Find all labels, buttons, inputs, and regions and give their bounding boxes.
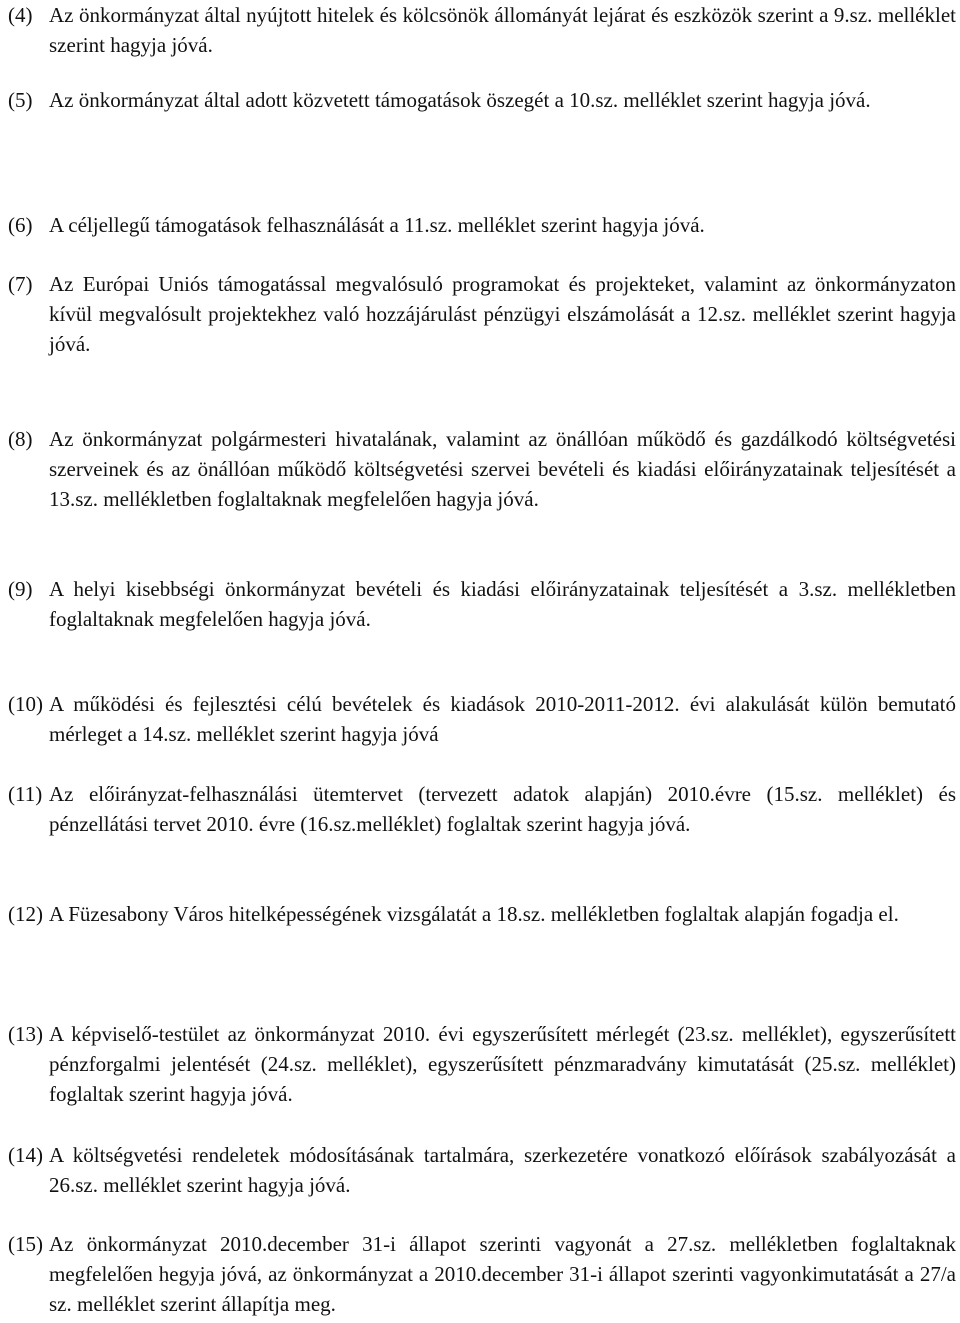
paragraph-text: Az önkormányzat 2010.december 31-i állapot szerinti vagyonát a 27.sz. mellékletben foglaltaknak megfelelően hegyja jóvá, az önkormányzat a 2010.december 31-i állapot szerinti vagyonkimutatását a 27/a sz. melléklet szerint állapítja meg. xyxy=(49,1232,956,1317)
paragraph-4 xyxy=(8,0,956,60)
paragraph-11 xyxy=(8,779,956,839)
paragraph-text: Az Európai Uniós támogatással megvalósuló programokat és projekteket, valamint az önkormányzaton kívül megvalósult projektekhez való hozzájárulást pénzügyi elszámolását a 12.sz. melléklet szerint hagyja jóvá. xyxy=(49,272,956,357)
paragraph-number: (6) xyxy=(8,213,33,237)
paragraph-9 xyxy=(8,574,956,634)
paragraph-14 xyxy=(8,1140,956,1200)
paragraph-12 xyxy=(8,899,956,929)
paragraph-number: (12) xyxy=(8,902,43,926)
paragraph-number: (13) xyxy=(8,1022,43,1046)
paragraph-6 xyxy=(8,210,956,240)
paragraph-15 xyxy=(8,1229,956,1320)
paragraph-text: A költségvetési rendeletek módosításának tartalmára, szerkezetére vonatkozó előírások szabályozását a 26.sz. melléklet szerint hagyja jóvá. xyxy=(49,1143,956,1198)
paragraph-text: A céljellegű támogatások felhasználását a 11.sz. melléklet szerint hagyja jóvá. xyxy=(49,213,705,237)
paragraph-number: (15) xyxy=(8,1232,43,1256)
paragraph-text: A Füzesabony Város hitelképességének vizsgálatát a 18.sz. mellékletben foglaltak alapján fogadja el. xyxy=(49,902,899,926)
paragraph-text: A helyi kisebbségi önkormányzat bevételi és kiadási előirányzatainak teljesítését a 3.sz. mellékletben foglaltaknak megfelelően hagyja jóvá. xyxy=(49,577,956,632)
paragraph-10 xyxy=(8,689,956,749)
paragraph-number: (7) xyxy=(8,272,33,296)
paragraph-text: Az előirányzat-felhasználási ütemtervet (tervezett adatok alapján) 2010.évre (15.sz. melléklet) és pénzellátási tervet 2010. évre (16.sz.melléklet) foglaltak szerint hagyja jóvá. xyxy=(49,782,956,837)
paragraph-text: Az önkormányzat polgármesteri hivatalának, valamint az önállóan működő és gazdálkodó költségvetési szerveinek és az önállóan működő költségvetési szervei bevételi és kiadási előirányzatainak teljesítését a 13.sz. mellékletben foglaltaknak megfelelően hagyja jóvá. xyxy=(49,427,956,512)
paragraph-number: (11) xyxy=(8,782,43,806)
paragraph-5 xyxy=(8,85,956,115)
paragraph-number: (8) xyxy=(8,427,33,451)
paragraph-13 xyxy=(8,1019,956,1110)
paragraph-text: A működési és fejlesztési célú bevételek és kiadások 2010-2011-2012. évi alakulását külön bemutató mérleget a 14.sz. melléklet szerint hagyja jóvá xyxy=(49,692,956,747)
paragraph-number: (5) xyxy=(8,88,33,112)
paragraph-number: (10) xyxy=(8,692,43,716)
paragraph-8 xyxy=(8,424,956,515)
paragraph-7 xyxy=(8,269,956,360)
paragraph-text: Az önkormányzat által adott közvetett támogatások öszegét a 10.sz. melléklet szerint hagyja jóvá. xyxy=(49,88,871,112)
paragraph-number: (9) xyxy=(8,577,33,601)
paragraph-number: (14) xyxy=(8,1143,43,1167)
paragraph-text: Az önkormányzat által nyújtott hitelek és kölcsönök állományát lejárat és eszközök szerint a 9.sz. melléklet szerint hagyja jóvá. xyxy=(49,3,956,58)
paragraph-text: A képviselő-testület az önkormányzat 2010. évi egyszerűsített mérlegét (23.sz. melléklet), egyszerűsített pénzforgalmi jelentését (24.sz. melléklet), egyszerűsített pénzmaradvány kimutatását (25.sz. melléklet) foglaltak szerint hagyja jóvá. xyxy=(49,1022,956,1107)
paragraph-number: (4) xyxy=(8,3,33,27)
